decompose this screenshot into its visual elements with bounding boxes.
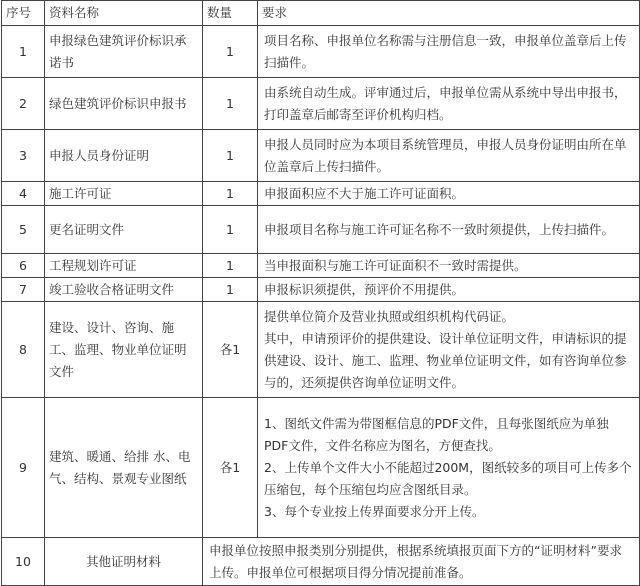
- requirement: 申报人员同时应为本项目系统管理员，申报人员身份证明由所在单位盖章后上传扫描件。: [258, 130, 640, 182]
- requirement-paragraph: 其中，申请预评价的提供建设、设计单位证明文件，申请标识的提供建设、设计、施工、监理、物业单位证明文件，如有咨询单位参与的，还须提供咨询单位证明文件。: [264, 330, 627, 390]
- table-row: [2, 254, 640, 278]
- document-name: 绿色建筑评价标识申报书: [45, 78, 203, 130]
- document-name: 建设、设计、咨询、施工、监理、物业单位证明文件: [45, 302, 203, 398]
- table-row: [2, 182, 640, 206]
- document-name: 建筑、暖通、给排 水、电气、结构、景观专业图纸: [45, 398, 203, 538]
- requirement: 申报面积应不大于施工许可证面积。: [258, 182, 640, 206]
- requirement-item: 3、每个专业按上传界面要求分开上传。: [264, 503, 485, 519]
- header-name: 资料名称: [45, 1, 203, 26]
- requirement: 当申报面积与施工许可证面积不一致时需提供。: [258, 254, 640, 278]
- quantity: 各1: [203, 398, 258, 538]
- quantity: 1: [203, 130, 258, 182]
- requirement-paragraph: 提供单位简介及营业执照或组织机构代码证。: [264, 308, 515, 324]
- document-name: 更名证明文件: [45, 206, 203, 254]
- requirement: 申报单位按照申报类别分别提供，根据系统填报页面下方的“证明材料”要求上传。申报单位可根据项目得分情况提前准备。: [203, 538, 640, 586]
- table-row: [2, 78, 640, 130]
- header-no: 序号: [2, 1, 45, 26]
- table-row: [2, 26, 640, 78]
- table-row: [2, 206, 640, 254]
- row-number: 2: [2, 78, 45, 130]
- table-row: [2, 302, 640, 398]
- table-row: [2, 130, 640, 182]
- requirement: 申报项目名称与施工许可证名称不一致时须提供，上传扫描件。: [258, 206, 640, 254]
- requirement: [258, 302, 640, 398]
- header-qty: 数量: [203, 1, 258, 26]
- quantity: 1: [203, 182, 258, 206]
- table-row: [2, 398, 640, 538]
- document-name: 其他证明材料: [45, 538, 203, 586]
- row-number: 1: [2, 26, 45, 78]
- requirement: 申报标识须提供，预评价不用提供。: [258, 278, 640, 302]
- table-row: [2, 278, 640, 302]
- requirements-table: [1, 0, 640, 586]
- requirement: 项目名称、申报单位名称需与注册信息一致，申报单位盖章后上传扫描件。: [258, 26, 640, 78]
- quantity: 1: [203, 26, 258, 78]
- quantity: 1: [203, 278, 258, 302]
- row-number: 7: [2, 278, 45, 302]
- row-number: 4: [2, 182, 45, 206]
- row-number: 9: [2, 398, 45, 538]
- document-name: 申报绿色建筑评价标识承诺书: [45, 26, 203, 78]
- table-row: [2, 538, 640, 586]
- row-number: 10: [2, 538, 45, 586]
- quantity: 1: [203, 254, 258, 278]
- header-requirement: 要求: [258, 1, 640, 26]
- document-name: 施工许可证: [45, 182, 203, 206]
- requirement-item: 1、图纸文件需为带图框信息的PDF文件，且每张图纸应为单独PDF文件，文件名称应为图名，方便查找。: [264, 415, 609, 453]
- quantity: 1: [203, 206, 258, 254]
- requirement-item: 2、上传单个文件大小不能超过200M，图纸较多的项目可上传多个压缩包，每个压缩包均应含图纸目录。: [264, 459, 632, 497]
- quantity: 1: [203, 78, 258, 130]
- row-number: 8: [2, 302, 45, 398]
- document-name: 竣工验收合格证明文件: [45, 278, 203, 302]
- document-name: 工程规划许可证: [45, 254, 203, 278]
- row-number: 6: [2, 254, 45, 278]
- quantity: 各1: [203, 302, 258, 398]
- requirement: [258, 398, 640, 538]
- requirement: 由系统自动生成。评审通过后，申报单位需从系统中导出申报书，打印盖章后邮寄至评价机构归档。: [258, 78, 640, 130]
- table-header-row: [2, 1, 640, 26]
- row-number: 3: [2, 130, 45, 182]
- document-name: 申报人员身份证明: [45, 130, 203, 182]
- row-number: 5: [2, 206, 45, 254]
